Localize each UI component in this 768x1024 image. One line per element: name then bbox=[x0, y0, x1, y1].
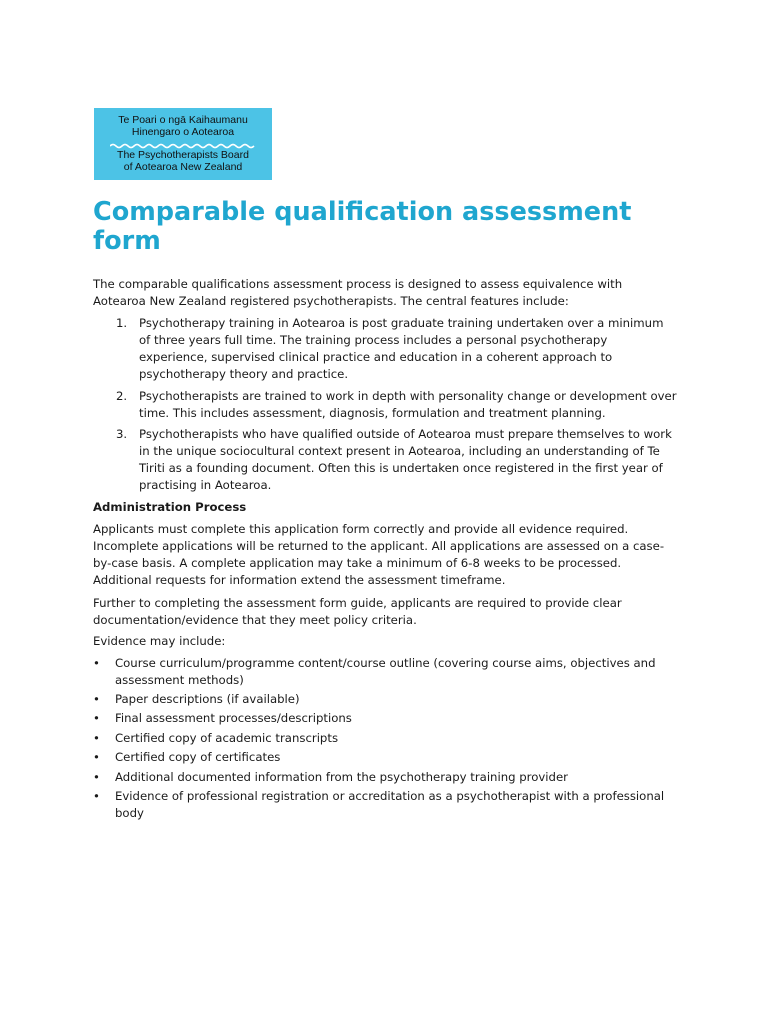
bullet-icon: • bbox=[93, 789, 100, 803]
section-heading: Administration Process bbox=[93, 500, 247, 514]
feature-text bbox=[139, 388, 677, 422]
evidence-text bbox=[115, 730, 338, 747]
board-logo bbox=[94, 108, 272, 180]
page-title-line-2: form bbox=[93, 225, 161, 256]
admin-line: documentation/evidence that they meet policy criteria. bbox=[93, 613, 417, 627]
evidence-line: Certified copy of certificates bbox=[115, 750, 281, 764]
evidence-text bbox=[115, 710, 352, 727]
evidence-line: Evidence of professional registration or accreditation as a psychotherapist with a professional bbox=[115, 789, 665, 803]
evidence-line: Certified copy of academic transcripts bbox=[115, 731, 339, 745]
logo-maori-name bbox=[94, 115, 272, 138]
bullet-icon: • bbox=[93, 711, 100, 725]
evidence-text bbox=[115, 691, 300, 708]
evidence-line: Paper descriptions (if available) bbox=[115, 692, 300, 706]
intro-line-1: The comparable qualifications assessment process is designed to assess equivalence with bbox=[93, 277, 623, 291]
evidence-intro: Evidence may include: bbox=[93, 634, 226, 648]
bullet-icon: • bbox=[93, 770, 100, 784]
feature-line: practising in Aotearoa. bbox=[139, 478, 272, 492]
evidence-text bbox=[115, 769, 568, 786]
page-title bbox=[93, 198, 693, 255]
feature-line: time. This includes assessment, diagnosis, formulation and treatment planning. bbox=[139, 406, 606, 420]
feature-line: experience, supervised clinical practice and education in a coherent approach to bbox=[139, 350, 613, 364]
admin-line: Additional requests for information extend the assessment timeframe. bbox=[93, 573, 506, 587]
logo-maori-line-1: Te Poari o ngā Kaihaumanu bbox=[118, 114, 248, 126]
evidence-text bbox=[115, 749, 280, 766]
feature-line: of three years full time. The training process includes a personal psychotherapy bbox=[139, 333, 608, 347]
feature-line: Psychotherapy training in Aotearoa is post graduate training undertaken over a minimum bbox=[139, 316, 664, 330]
admin-line: Further to completing the assessment form guide, applicants are required to provide clear bbox=[93, 596, 622, 610]
evidence-line: assessment methods) bbox=[115, 673, 244, 687]
bullet-icon: • bbox=[93, 750, 100, 764]
feature-text bbox=[139, 315, 663, 383]
feature-line: Tiriti as a founding document. Often this is undertaken once registered in the first year of bbox=[139, 461, 663, 475]
evidence-line: Course curriculum/programme content/course outline (covering course aims, objectives and bbox=[115, 656, 656, 670]
page-title-line-1: Comparable qualification assessment bbox=[93, 197, 632, 227]
logo-english-line-1: The Psychotherapists Board bbox=[117, 149, 249, 161]
admin-line: by-case basis. A complete application may take a minimum of 6-8 weeks to be processed. bbox=[93, 556, 622, 570]
bullet-icon: • bbox=[93, 656, 100, 670]
bullet-icon: • bbox=[93, 692, 100, 706]
admin-paragraph-1 bbox=[93, 521, 693, 589]
admin-line: Applicants must complete this application form correctly and provide all evidence required. bbox=[93, 522, 629, 536]
evidence-text bbox=[115, 655, 656, 689]
logo-english-name bbox=[94, 150, 272, 173]
feature-line: Psychotherapists who have qualified outside of Aotearoa must prepare themselves to work bbox=[139, 427, 672, 441]
intro-paragraph bbox=[93, 276, 693, 310]
logo-maori-line-2: Hinengaro o Aotearoa bbox=[131, 125, 235, 138]
evidence-line: Additional documented information from the psychotherapy training provider bbox=[115, 770, 568, 784]
feature-line: Psychotherapists are trained to work in depth with personality change or development over bbox=[139, 389, 677, 403]
intro-line-2: Aotearoa New Zealand registered psychotherapists. The central features include: bbox=[93, 294, 569, 308]
feature-text bbox=[139, 426, 672, 494]
evidence-line: body bbox=[115, 806, 144, 820]
feature-number: 1. bbox=[116, 316, 128, 330]
feature-number: 2. bbox=[116, 389, 128, 403]
feature-line: psychotherapy theory and practice. bbox=[139, 367, 349, 381]
bullet-icon: • bbox=[93, 731, 100, 745]
feature-number: 3. bbox=[116, 427, 128, 441]
evidence-line: Final assessment processes/descriptions bbox=[115, 711, 352, 725]
feature-line: in the unique sociocultural context present in Aotearoa, including an understanding of Te bbox=[139, 444, 660, 458]
admin-paragraph-2 bbox=[93, 595, 693, 629]
admin-line: Incomplete applications will be returned to the applicant. All applications are assessed on a case- bbox=[93, 539, 665, 553]
evidence-text bbox=[115, 788, 664, 822]
logo-english-line-2: of Aotearoa New Zealand bbox=[123, 160, 243, 173]
